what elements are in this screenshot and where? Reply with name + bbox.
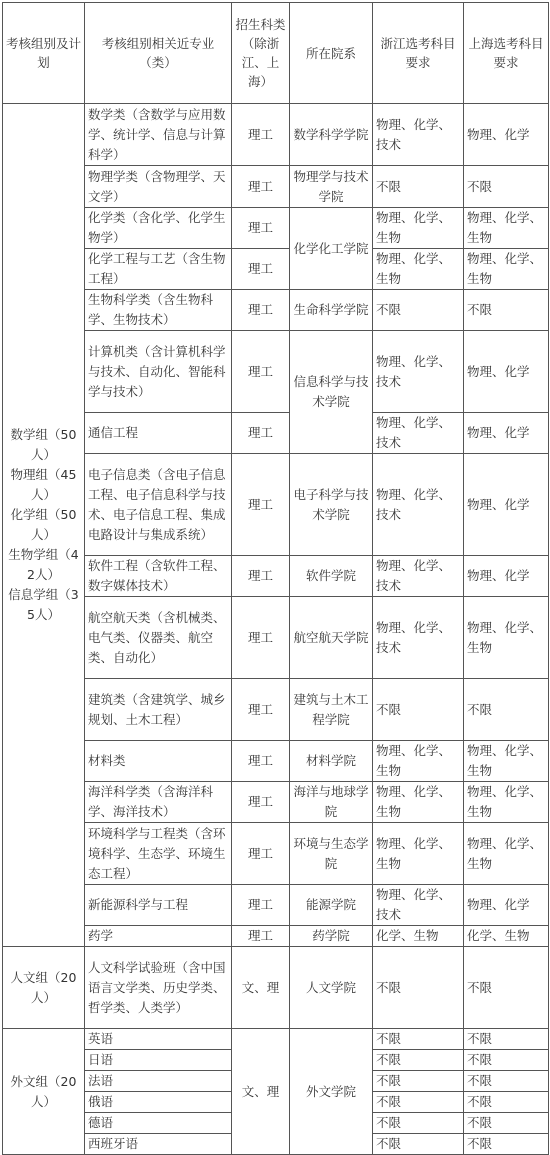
shanghai-cell: 物理、化学: [464, 104, 549, 166]
major-cell: 物理学类（含物理学、天文学）: [85, 166, 232, 208]
foreign-row: [3, 1029, 549, 1050]
major-cell: 通信工程: [85, 413, 232, 454]
major-cell: 人文科学试验班（含中国语言文学类、历史学类、哲学类、人类学）: [85, 947, 232, 1029]
major-cell: 化学工程与工艺（含生物工程）: [85, 249, 232, 290]
zhejiang-cell: 物理、化学、技术: [373, 556, 464, 597]
major-cell: 新能源科学与工程: [85, 885, 232, 926]
table-row: [3, 885, 549, 926]
table-row: [3, 331, 549, 413]
college-cell: 软件学院: [290, 556, 373, 597]
shanghai-cell: 物理、化学、生物: [464, 823, 549, 885]
science-type-cell: 文、理: [232, 947, 290, 1029]
zhejiang-cell: 不限: [373, 1029, 464, 1050]
major-cell: 英语: [85, 1029, 232, 1050]
science-type-cell: 理工: [232, 597, 290, 679]
admission-requirements-table: [2, 2, 549, 1155]
zhejiang-cell: 不限: [373, 1092, 464, 1113]
major-cell: 西班牙语: [85, 1134, 232, 1155]
header-college: 所在院系: [290, 3, 373, 104]
major-cell: 软件工程（含软件工程、数字媒体技术）: [85, 556, 232, 597]
college-cell: 化学化工学院: [290, 208, 373, 290]
shanghai-cell: 不限: [464, 1050, 549, 1071]
college-cell: 物理学与技术学院: [290, 166, 373, 208]
shanghai-cell: 不限: [464, 1134, 549, 1155]
zhejiang-cell: 不限: [373, 1113, 464, 1134]
science-type-cell: 文、理: [232, 1029, 290, 1155]
science-type-cell: 理工: [232, 208, 290, 249]
shanghai-cell: 物理、化学: [464, 413, 549, 454]
college-cell: 电子科学与技术学院: [290, 454, 373, 556]
zhejiang-cell: 物理、化学、技术: [373, 413, 464, 454]
table-row: [3, 208, 549, 249]
science-type-cell: 理工: [232, 679, 290, 741]
zhejiang-cell: 化学、生物: [373, 926, 464, 947]
major-cell: 材料类: [85, 741, 232, 782]
table-row: [3, 249, 549, 290]
table-row: [3, 556, 549, 597]
major-cell: 电子信息类（含电子信息工程、电子信息科学与技术、电子信息工程、集成电路设计与集成系统）: [85, 454, 232, 556]
zhejiang-cell: 物理、化学、技术: [373, 331, 464, 413]
shanghai-cell: 物理、化学: [464, 331, 549, 413]
zhejiang-cell: 不限: [373, 1071, 464, 1092]
college-cell: 材料学院: [290, 741, 373, 782]
science-type-cell: 理工: [232, 823, 290, 885]
zhejiang-cell: 物理、化学、技术: [373, 597, 464, 679]
science-type-cell: 理工: [232, 741, 290, 782]
zhejiang-cell: 物理、化学、生物: [373, 782, 464, 823]
science-type-cell: 理工: [232, 166, 290, 208]
major-cell: 俄语: [85, 1092, 232, 1113]
college-cell: 能源学院: [290, 885, 373, 926]
major-cell: 生物科学类（含生物科学、生物技术）: [85, 290, 232, 331]
shanghai-cell: 物理、化学、生物: [464, 741, 549, 782]
major-cell: 建筑类（含建筑学、城乡规划、土木工程）: [85, 679, 232, 741]
major-cell: 化学类（含化学、化学生物学）: [85, 208, 232, 249]
header-science-type: 招生科类（除浙江、上海）: [232, 3, 290, 104]
shanghai-cell: 不限: [464, 1029, 549, 1050]
shanghai-cell: 化学、生物: [464, 926, 549, 947]
shanghai-cell: 物理、化学、生物: [464, 782, 549, 823]
college-cell: 环境与生态学院: [290, 823, 373, 885]
zhejiang-cell: 物理、化学、生物: [373, 823, 464, 885]
humanities-group-cell: 人文组（20人）: [3, 947, 85, 1029]
college-cell: 生命科学学院: [290, 290, 373, 331]
major-cell: 计算机类（含计算机科学与技术、自动化、智能科学与技术）: [85, 331, 232, 413]
college-cell: 数学科学学院: [290, 104, 373, 166]
science-type-cell: 理工: [232, 556, 290, 597]
zhejiang-cell: 不限: [373, 1134, 464, 1155]
zhejiang-cell: 物理、化学、生物: [373, 741, 464, 782]
shanghai-cell: 不限: [464, 1092, 549, 1113]
college-cell: 药学院: [290, 926, 373, 947]
science-type-cell: 理工: [232, 249, 290, 290]
shanghai-cell: 不限: [464, 290, 549, 331]
science-type-cell: 理工: [232, 926, 290, 947]
zhejiang-cell: 不限: [373, 679, 464, 741]
zhejiang-cell: 不限: [373, 1050, 464, 1071]
shanghai-cell: 不限: [464, 1113, 549, 1134]
table-row: [3, 679, 549, 741]
science-type-cell: 理工: [232, 454, 290, 556]
header-majors: 考核组别相关近专业（类）: [85, 3, 232, 104]
shanghai-cell: 不限: [464, 166, 549, 208]
shanghai-cell: 物理、化学、生物: [464, 249, 549, 290]
zhejiang-cell: 物理、化学、技术: [373, 885, 464, 926]
shanghai-cell: 不限: [464, 679, 549, 741]
major-cell: 法语: [85, 1071, 232, 1092]
shanghai-cell: 物理、化学、生物: [464, 208, 549, 249]
table-row: [3, 104, 549, 166]
table-row: [3, 741, 549, 782]
table-row: [3, 413, 549, 454]
college-cell: 人文学院: [290, 947, 373, 1029]
zhejiang-cell: 不限: [373, 947, 464, 1029]
header-group: 考核组别及计划: [3, 3, 85, 104]
shanghai-cell: 物理、化学: [464, 885, 549, 926]
zhejiang-cell: 物理、化学、生物: [373, 249, 464, 290]
zhejiang-cell: 不限: [373, 290, 464, 331]
header-shanghai: 上海选考科目要求: [464, 3, 549, 104]
shanghai-cell: 物理、化学: [464, 454, 549, 556]
major-cell: 德语: [85, 1113, 232, 1134]
header-zhejiang: 浙江选考科目要求: [373, 3, 464, 104]
zhejiang-cell: 物理、化学、技术: [373, 454, 464, 556]
zhejiang-cell: 物理、化学、生物: [373, 208, 464, 249]
table-row: [3, 926, 549, 947]
table-row: [3, 166, 549, 208]
shanghai-cell: 物理、化学: [464, 556, 549, 597]
shanghai-cell: 物理、化学、生物: [464, 597, 549, 679]
table-row: [3, 823, 549, 885]
major-cell: 药学: [85, 926, 232, 947]
science-type-cell: 理工: [232, 331, 290, 413]
shanghai-cell: 不限: [464, 947, 549, 1029]
major-cell: 海洋科学类（含海洋科学、海洋技术）: [85, 782, 232, 823]
major-cell: 日语: [85, 1050, 232, 1071]
major-cell: 航空航天类（含机械类、电气类、仪器类、航空类、自动化）: [85, 597, 232, 679]
foreign-group-cell: 外文组（20人）: [3, 1029, 85, 1155]
table-row: [3, 454, 549, 556]
table-row: [3, 597, 549, 679]
zhejiang-cell: 不限: [373, 166, 464, 208]
college-cell: 海洋与地球学院: [290, 782, 373, 823]
shanghai-cell: 不限: [464, 1071, 549, 1092]
major-cell: 环境科学与工程类（含环境科学、生态学、环境生态工程）: [85, 823, 232, 885]
college-cell: 航空航天学院: [290, 597, 373, 679]
college-cell: 信息科学与技术学院: [290, 331, 373, 454]
table-row: [3, 782, 549, 823]
science-type-cell: 理工: [232, 885, 290, 926]
major-cell: 数学类（含数学与应用数学、统计学、信息与计算科学）: [85, 104, 232, 166]
science-type-cell: 理工: [232, 782, 290, 823]
science-type-cell: 理工: [232, 413, 290, 454]
header-row: [3, 3, 549, 104]
college-cell: 外文学院: [290, 1029, 373, 1155]
science-type-cell: 理工: [232, 104, 290, 166]
zhejiang-cell: 物理、化学、技术: [373, 104, 464, 166]
science-type-cell: 理工: [232, 290, 290, 331]
table-row: [3, 290, 549, 331]
college-cell: 建筑与土木工程学院: [290, 679, 373, 741]
humanities-row: [3, 947, 549, 1029]
science-group-cell: 数学组（50人） 物理组（45人） 化学组（50人） 生物学组（42人） 信息学组（35人）: [3, 104, 85, 947]
